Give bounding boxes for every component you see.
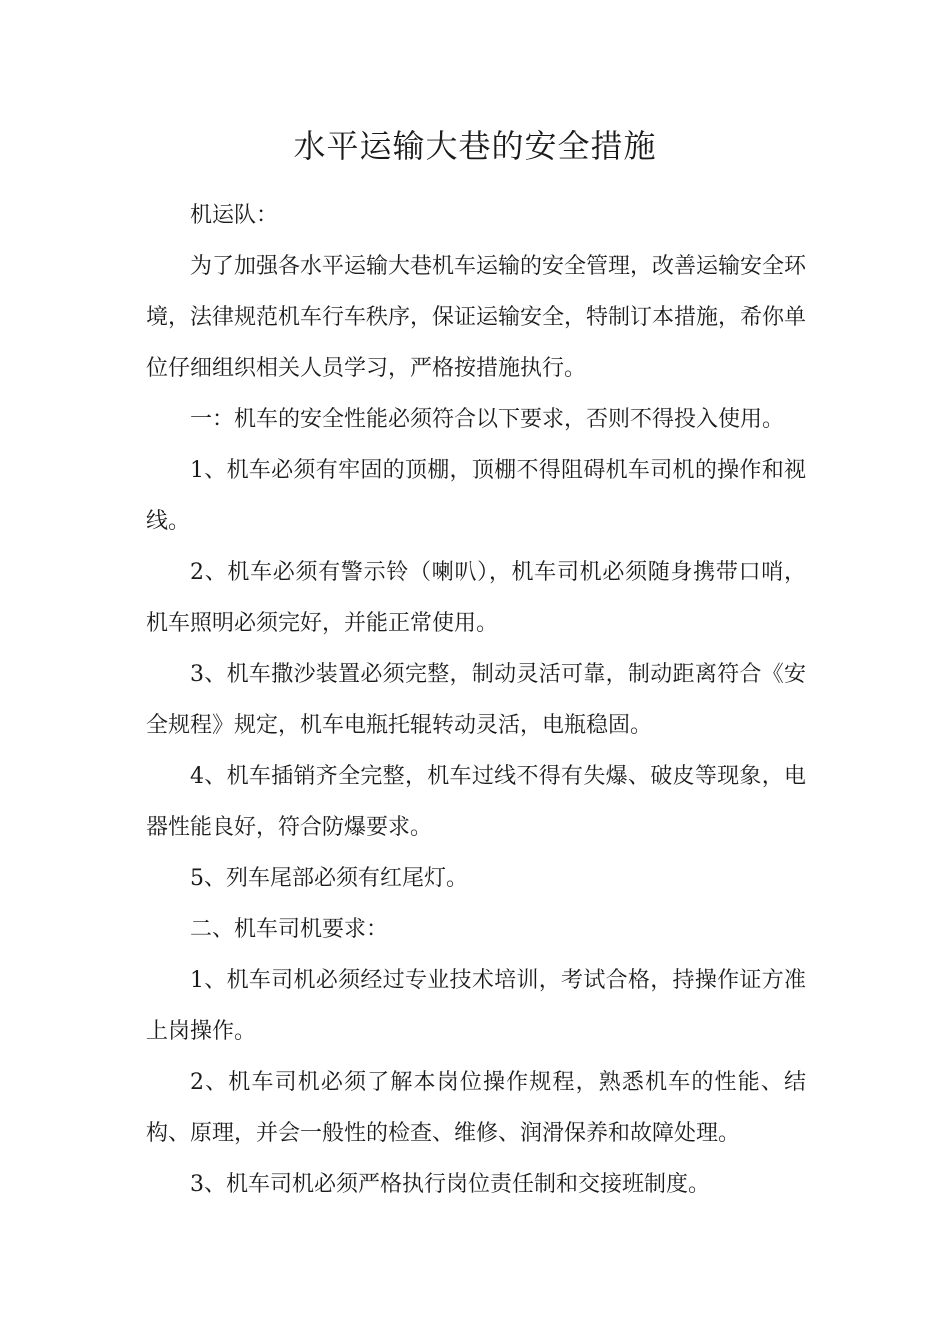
paragraph-item: 4、机车插销齐全完整，机车过线不得有失爆、破皮等现象，电器性能良好，符合防爆要求。: [146, 764, 806, 840]
document-body: [146, 190, 806, 1210]
paragraph-item: 1、机车司机必须经过专业技术培训，考试合格，持操作证方准上岗操作。: [146, 968, 806, 1044]
section-heading-1: 一：机车的安全性能必须符合以下要求，否则不得投入使用。: [190, 407, 785, 432]
document-title: 水平运输大巷的安全措施: [293, 127, 657, 165]
paragraph-intro: 为了加强各水平运输大巷机车运输的安全管理，改善运输安全环境，法律规范机车行车秩序，保证运输安全，特制订本措施，希你单位仔细组织相关人员学习，严格按措施执行。: [146, 254, 807, 381]
paragraph-item: 2、机车必须有警示铃（喇叭），机车司机必须随身携带口哨，机车照明必须完好，并能正常使用。: [146, 560, 806, 636]
paragraph-item: 1、机车必须有牢固的顶棚，顶棚不得阻碍机车司机的操作和视线。: [146, 458, 806, 534]
section-heading-2: 二、机车司机要求：: [190, 917, 389, 942]
paragraph-item: 3、机车撒沙装置必须完整，制动灵活可靠，制动距离符合《安全规程》规定，机车电瓶托辊转动灵活，电瓶稳固。: [146, 662, 806, 738]
paragraph-item: 2、机车司机必须了解本岗位操作规程，熟悉机车的性能、结构、原理，并会一般性的检查、维修、润滑保养和故障处理。: [146, 1070, 806, 1146]
paragraph-item: 3、机车司机必须严格执行岗位责任制和交接班制度。: [190, 1172, 710, 1197]
paragraph-recipient: 机运队：: [190, 203, 279, 228]
paragraph-item: 5、列车尾部必须有红尾灯。: [190, 866, 468, 891]
